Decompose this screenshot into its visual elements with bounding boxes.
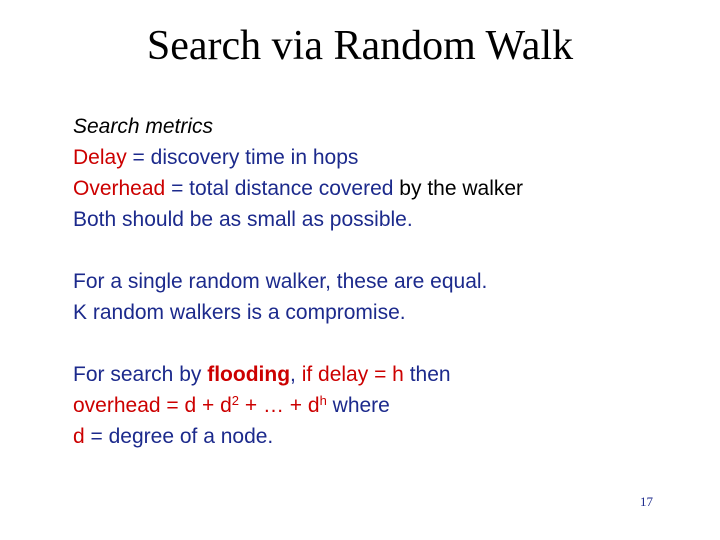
delay-definition [73, 142, 523, 173]
overhead-formula-line [73, 390, 523, 421]
flooding-prefix: For search by [73, 363, 208, 386]
overhead-suffix: by the walker [393, 177, 524, 200]
formula-middle: + … + d [239, 394, 320, 417]
then-word: then [403, 363, 451, 386]
slide-body [73, 111, 523, 452]
single-walker-line: For a single random walker, these are equal. [73, 270, 488, 293]
equals-sign: = [126, 146, 151, 169]
overhead-term: Overhead [73, 177, 166, 200]
slide-title: Search via Random Walk [146, 23, 574, 69]
delay-condition: if delay = h [301, 363, 404, 386]
formula-start: overhead = d + d [73, 394, 232, 417]
degree-definition-line [73, 421, 523, 452]
exponent-h: h [319, 393, 327, 408]
overhead-definition [73, 173, 523, 204]
spacer [73, 235, 523, 266]
where-word: where [326, 394, 390, 417]
equals-sign: = [84, 425, 109, 448]
delay-meaning: discovery time [150, 146, 285, 169]
spacer [73, 328, 523, 359]
flooding-term: flooding [207, 363, 291, 386]
degree-meaning: degree of a node. [108, 425, 274, 448]
k-walkers-line: K random walkers is a compromise. [73, 301, 406, 324]
metrics-heading: Search metrics [73, 115, 214, 138]
exponent-2: 2 [231, 393, 240, 408]
comma: , [290, 363, 302, 386]
both-small-line: Both should be as small as possible. [73, 208, 413, 231]
flooding-line [73, 359, 523, 390]
delay-unit: in hops [284, 146, 359, 169]
page-number: 17 [640, 494, 653, 509]
delay-term: Delay [73, 146, 127, 169]
overhead-meaning: total distance covered [189, 177, 394, 200]
d-term: d [73, 425, 85, 448]
equals-sign: = [165, 177, 190, 200]
